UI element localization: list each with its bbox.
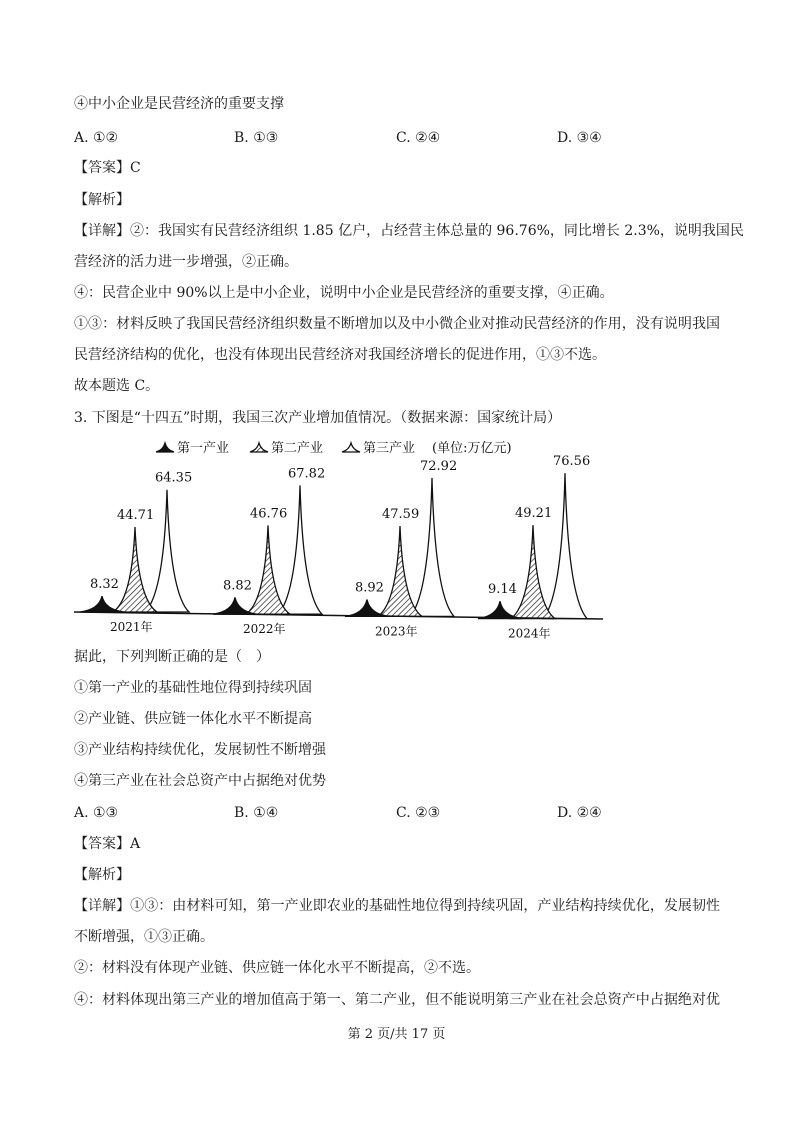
- q2-choices: [74, 128, 674, 148]
- value-label: 64.35: [155, 470, 193, 486]
- q2-detail-line: 营经济的活力进一步增强，②正确。: [74, 254, 298, 270]
- industry-value-added-chart: [70, 434, 610, 640]
- q2-answer: 【答案】C: [74, 160, 141, 176]
- value-label: 9.14: [488, 582, 517, 598]
- value-label: 47.59: [382, 506, 420, 522]
- q3-detail-line: ④：材料体现出第三产业的增加值高于第一、第二产业，但不能说明第三产业在社会总资产中占据绝对优: [74, 992, 720, 1008]
- q2-choice-a: A. ①②: [74, 130, 119, 146]
- q2-detail-line: ①③：材料反映了我国民营经济组织数量不断增加以及中小微企业对推动民营经济的作用，没有说明我国: [74, 316, 720, 332]
- value-label: 72.92: [420, 458, 458, 474]
- q2-detail-line: ④：民营企业中 90%以上是中小企业，说明中小企业是民营经济的重要支撑，④正确。: [74, 285, 614, 301]
- value-label: 67.82: [288, 466, 326, 482]
- q3-choice-d: D. ②④: [557, 805, 602, 821]
- peak-2-2022年: [246, 525, 290, 614]
- legend-label-2: 第二产业: [271, 441, 324, 456]
- q3-choice-b: B. ①④: [234, 805, 279, 821]
- legend-label-3: 第三产业: [363, 441, 416, 456]
- q3-answer: 【答案】A: [74, 836, 141, 852]
- x-tick-label: 2024年: [508, 626, 551, 640]
- x-tick-label: 2021年: [110, 620, 153, 634]
- value-label: 8.92: [355, 580, 384, 596]
- chart-x-tick-labels: [110, 619, 551, 640]
- peak-2-2024年: [511, 525, 555, 618]
- chart-legend: [156, 440, 512, 456]
- legend-swatch-3: [342, 443, 360, 452]
- peak-3-2024年: [543, 473, 587, 618]
- legend-swatch-2: [250, 443, 268, 452]
- q3-choice-a: A. ①③: [74, 805, 119, 821]
- chart-marks: [80, 454, 590, 618]
- value-label: 46.76: [250, 506, 288, 522]
- peak-2-2021年: [113, 527, 157, 612]
- peak-3-2022年: [278, 485, 322, 614]
- q3-choices: [74, 803, 674, 823]
- x-tick-label: 2023年: [375, 624, 418, 639]
- value-label: 76.56: [553, 454, 591, 470]
- q2-choice-c: C. ②④: [396, 130, 441, 146]
- peak-3-2023年: [410, 478, 454, 617]
- page-footer: 第 2 页/共 17 页: [347, 1027, 446, 1042]
- q3-detail-line: 【详解】①③：由材料可知，第一产业即农业的基础性地位得到持续巩固，产业结构持续优化，发展韧性: [74, 898, 720, 914]
- q3-stem: 3. 下图是“十四五”时期，我国三次产业增加值情况。（数据来源：国家统计局）: [74, 410, 562, 426]
- value-label: 8.82: [223, 578, 252, 594]
- legend-swatch-1: [156, 443, 174, 452]
- q2-analysis-heading: 【解析】: [74, 192, 130, 208]
- x-tick-label: 2022年: [243, 622, 286, 637]
- q3-analysis-heading: 【解析】: [74, 867, 130, 883]
- value-label: 8.32: [90, 577, 119, 593]
- q3-prompt: 据此，下列判断正确的是（ ）: [74, 649, 270, 665]
- value-label: 44.71: [117, 508, 155, 524]
- legend-label-1: 第一产业: [177, 441, 230, 456]
- q3-statement-3: ③产业结构持续优化，发展韧性不断增强: [74, 742, 326, 758]
- q3-choice-c: C. ②③: [396, 805, 441, 821]
- value-label: 49.21: [515, 506, 553, 522]
- q3-statement-2: ②产业链、供应链一体化水平不断提高: [74, 711, 312, 727]
- legend-unit: (单位:万亿元): [432, 441, 512, 456]
- q3-detail-line: 不断增强，①③正确。: [74, 929, 214, 945]
- q2-choice-d: D. ③④: [557, 130, 602, 146]
- q2-choice-b: B. ①③: [234, 130, 279, 146]
- q2-statement-4: ④中小企业是民营经济的重要支撑: [74, 96, 284, 112]
- q2-conclusion: 故本题选 C。: [74, 378, 160, 394]
- peak-2-2023年: [378, 526, 422, 616]
- q3-statement-4: ④第三产业在社会总资产中占据绝对优势: [74, 773, 326, 789]
- q3-detail-line: ②：材料没有体现产业链、供应链一体化水平不断提高，②不选。: [74, 960, 480, 976]
- q2-detail-line: 【详解】②：我国实有民营经济组织 1.85 亿户，占经营主体总量的 96.76%，同比增长 2.3%，说明我国民: [74, 223, 744, 239]
- q3-statement-1: ①第一产业的基础性地位得到持续巩固: [74, 680, 312, 696]
- q2-detail-line: 民营经济结构的优化，也没有体现出民营经济对我国经济增长的促进作用，①③不选。: [74, 347, 606, 363]
